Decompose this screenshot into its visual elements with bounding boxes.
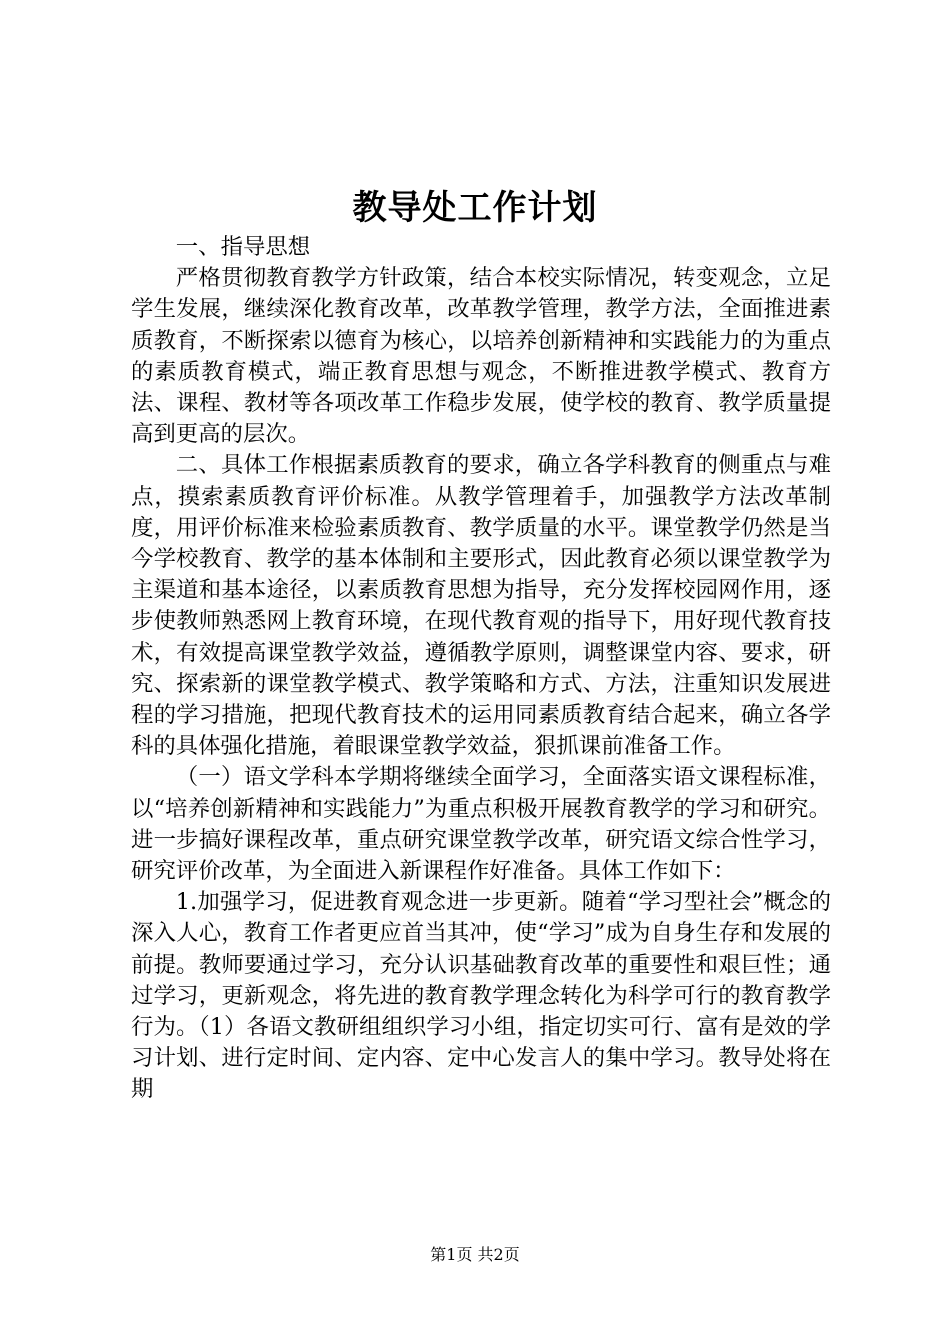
section-heading-guiding-ideology: 一、指导思想 <box>175 234 311 260</box>
paragraph-specific-work: 二、具体工作根据素质教育的要求，确立各学科教育的侧重点与难点，摸索素质教育评价标准。从教学管理着手，加强教学方法改革制度，用评价标准来检验素质教育、教学质量的水平。课堂教学仍然是当今学校教育、教学的基本体制和主要形式，因此教育必须以课堂教学为主渠道和基本途径，以素质教育思想为指导，充分发挥校园网作用，逐步使教师熟悉网上教育环境，在现代教育观的指导下，用好现代教育技术，有效提高课堂教学效益，遵循教学原则，调整课堂内容、要求，研究、探索新的课堂教学模式、教学策略和方式、方法，注重知识发展进程的学习措施，把现代教育技术的运用同素质教育结合起来，确立各学科的具体强化措施，着眼课堂教学效益，狠抓课前准备工作。 <box>131 452 831 760</box>
paragraph-guiding-ideology: 严格贯彻教育教学方针政策，结合本校实际情况，转变观念，立足学生发展，继续深化教育改革，改革教学管理，教学方法，全面推进素质教育，不断探索以德育为核心，以培养创新精神和实践能力的为重点的素质教育模式，端正教育思想与观念，不断推进教学模式、教育方法、课程、教材等各项改革工作稳步发展，使学校的教育、教学质量提高到更高的层次。 <box>131 265 831 448</box>
document-title: 教导处工作计划 <box>352 188 598 228</box>
paragraph-chinese-subject: （一）语文学科本学期将继续全面学习，全面落实语文课程标准，以“培养创新精神和实践能力”为重点积极开展教育教学的学习和研究。进一步搞好课程改革，重点研究课堂教学改革，研究语文综合性学习，研究评价改革，为全面进入新课程作好准备。具体工作如下： <box>131 764 831 885</box>
paragraph-strengthen-learning: 1.加强学习，促进教育观念进一步更新。随着“学习型社会”概念的深入人心，教育工作者更应首当其冲，使“学习”成为自身生存和发展的前提。教师要通过学习，充分认识基础教育改革的重要性和艰巨性；通过学习，更新观念，将先进的教育教学理念转化为科学可行的教育教学行为。（1）各语文教研组组织学习小组，指定切实可行、富有是效的学习计划、进行定时间、定内容、定中心发言人的集中学习。教导处将在期 <box>131 889 831 1103</box>
document-body <box>131 232 831 1106</box>
page-number: 第1页 共2页 <box>430 1245 520 1264</box>
